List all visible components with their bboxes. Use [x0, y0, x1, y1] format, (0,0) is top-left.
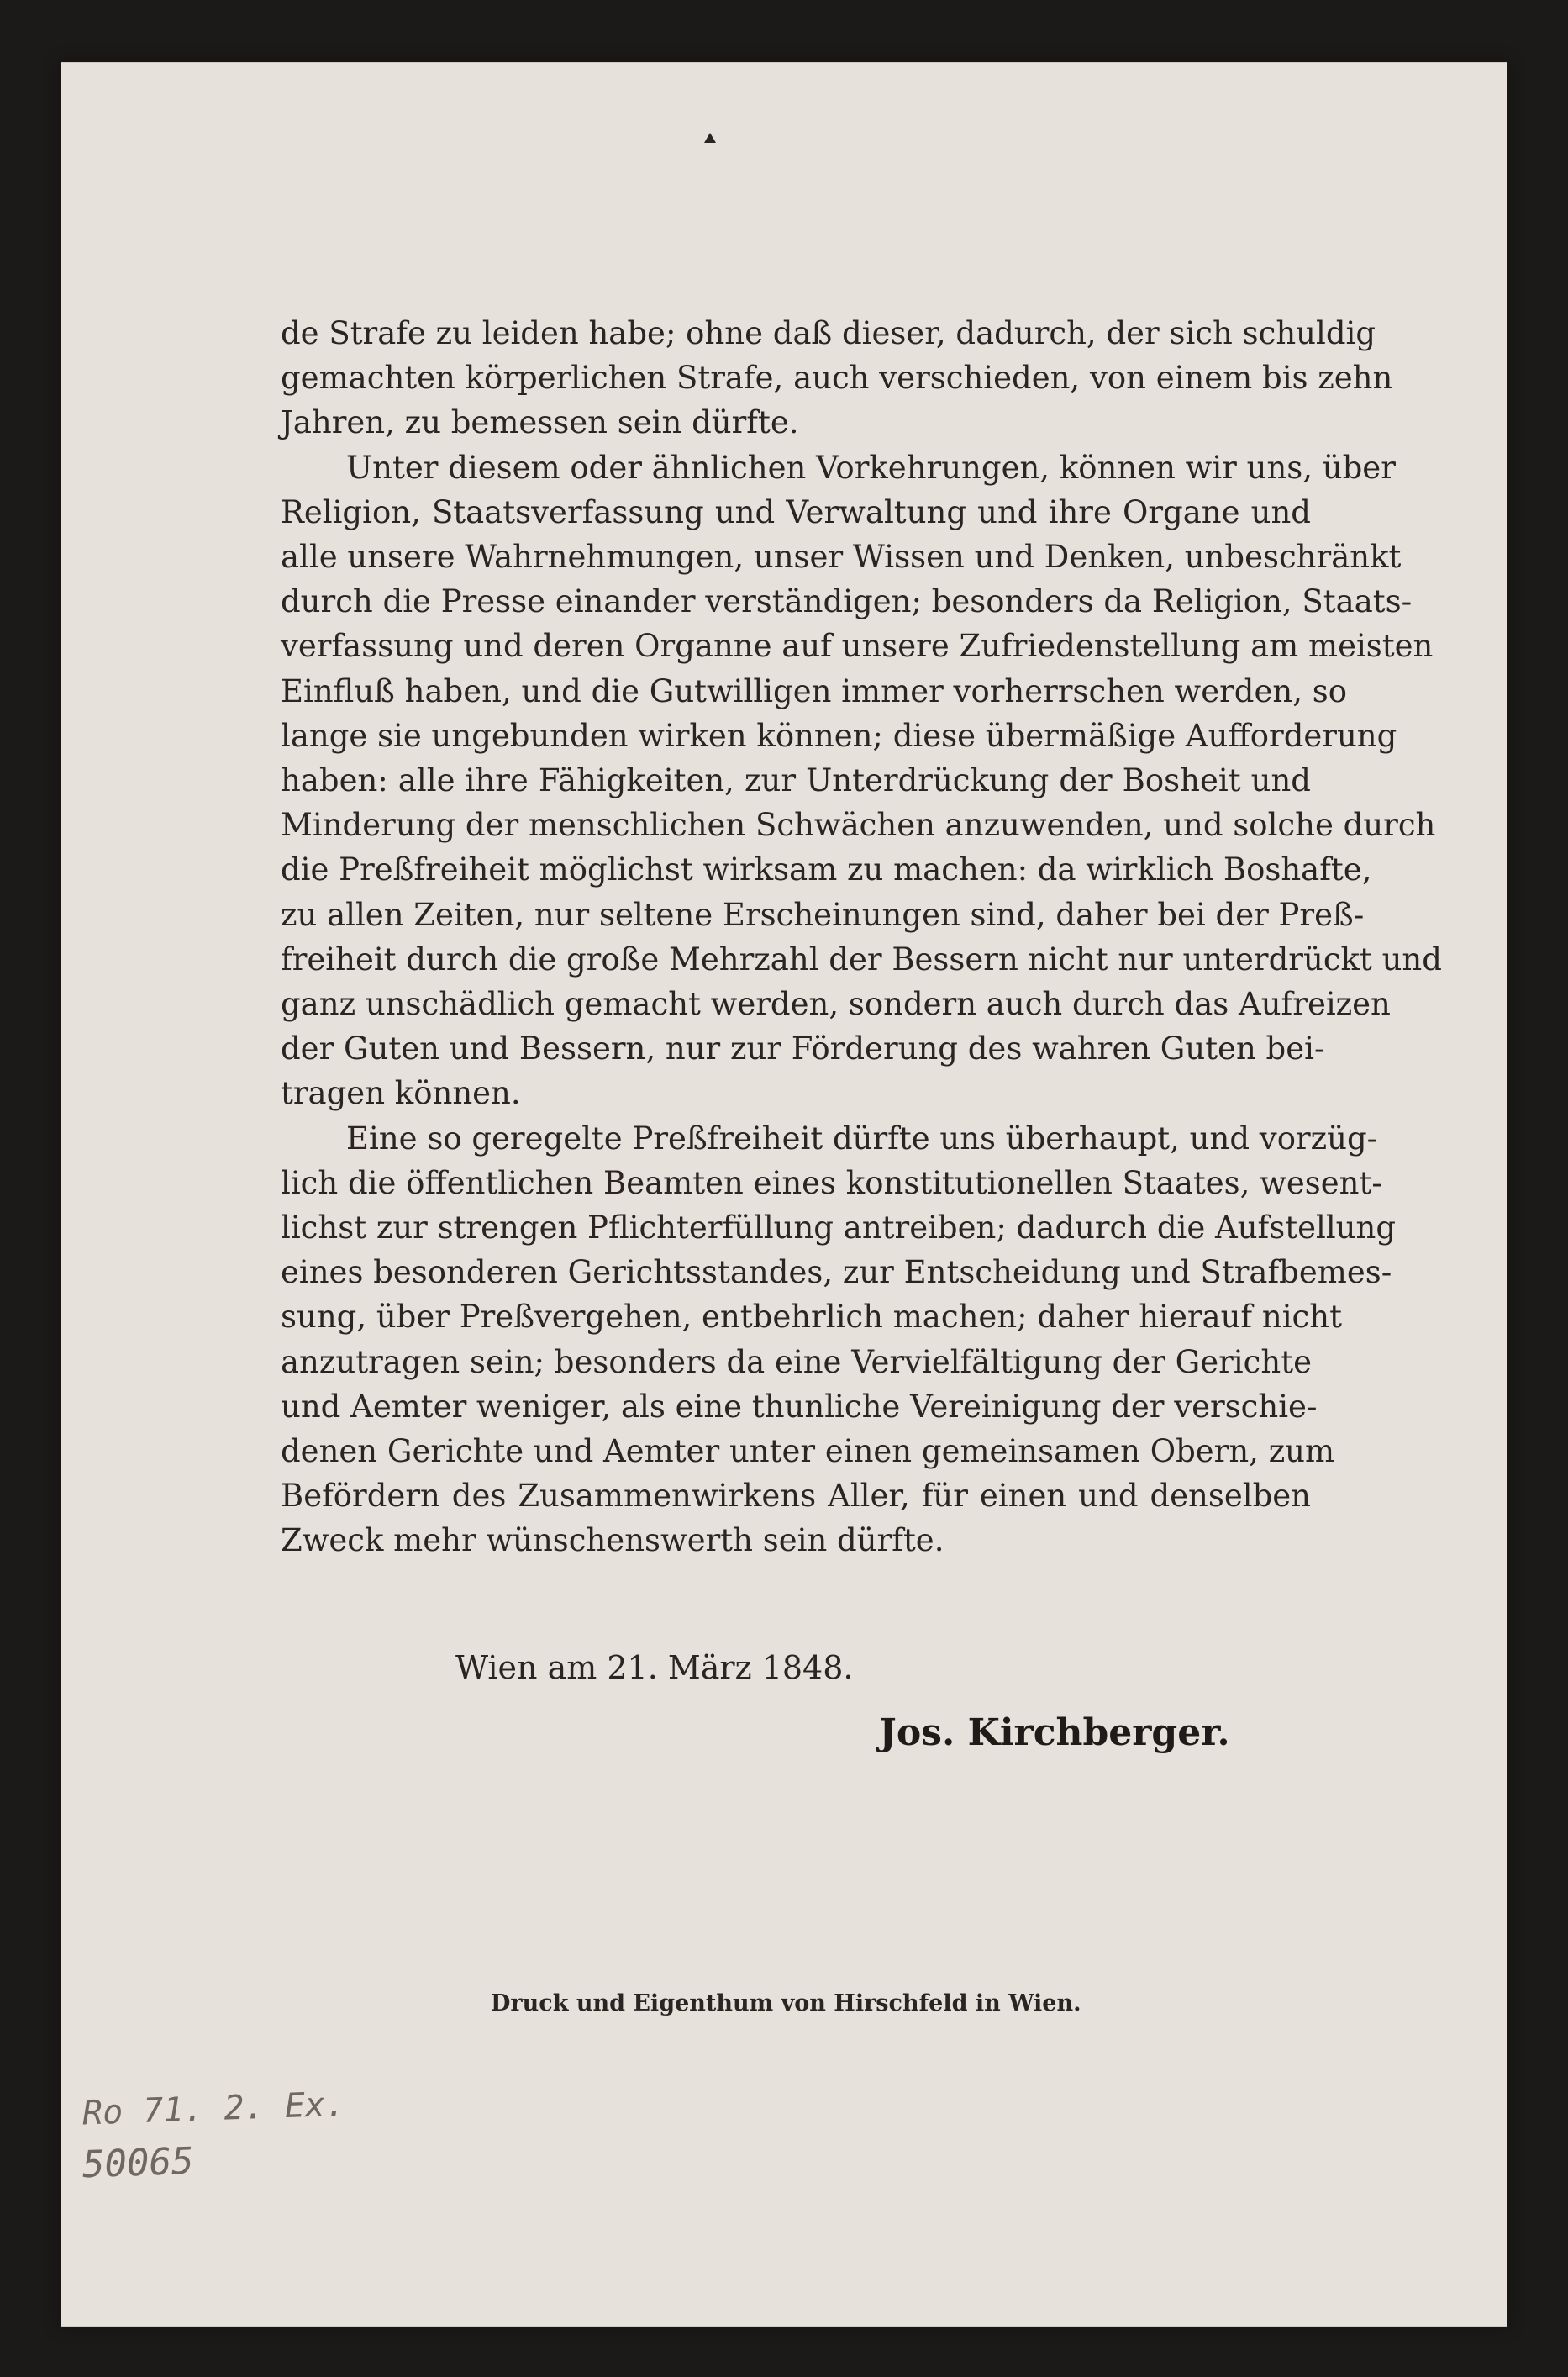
- dateline: Wien am 21. März 1848.: [455, 1649, 854, 1686]
- text-line: der Guten und Bessern, nur zur Förderung des wahren Guten bei-: [281, 1030, 1325, 1067]
- text-line: tragen können.: [281, 1075, 521, 1112]
- text-line: Eine so geregelte Preßfreiheit dürfte uns überhaupt, und vorzüg-: [346, 1120, 1378, 1157]
- document-page: [61, 62, 1507, 2327]
- text-line: verfassung und deren Organne auf unsere Zufriedenstellung am meisten: [281, 628, 1434, 665]
- page-marker-icon: [704, 133, 716, 143]
- signature: Jos. Kirchberger.: [879, 1711, 1230, 1754]
- body-text: [281, 311, 1442, 1563]
- text-line: Unter diesem oder ähnlichen Vorkehrungen, können wir uns, über: [346, 449, 1396, 486]
- text-line: denen Gerichte und Aemter unter einen gemeinsamen Obern, zum: [281, 1433, 1335, 1470]
- handwritten-inventory-number: 50065: [82, 2139, 195, 2187]
- text-line: zu allen Zeiten, nur seltene Erscheinungen sind, daher bei der Preß-: [281, 896, 1365, 933]
- text-line: gemachten körperlichen Strafe, auch verschieden, von einem bis zehn: [281, 360, 1393, 397]
- text-line: die Preßfreiheit möglichst wirksam zu machen: da wirklich Boshafte,: [281, 851, 1372, 888]
- text-line: Einfluß haben, und die Gutwilligen immer vorherrschen werden, so: [281, 672, 1347, 709]
- text-line: freiheit durch die große Mehrzahl der Bessern nicht nur unterdrückt und: [281, 941, 1442, 978]
- text-line: lange sie ungebunden wirken können; diese übermäßige Aufforderung: [281, 717, 1397, 754]
- text-line: anzutragen sein; besonders da eine Vervielfältigung der Gerichte: [281, 1343, 1312, 1380]
- text-line: sung, über Preßvergehen, entbehrlich machen; daher hierauf nicht: [281, 1299, 1342, 1336]
- text-line: Jahren, zu bemessen sein dürfte.: [281, 404, 799, 441]
- text-line: lichst zur strengen Pflichterfüllung antreiben; dadurch die Aufstellung: [281, 1210, 1397, 1246]
- text-line: Religion, Staatsverfassung und Verwaltung und ihre Organe und: [281, 493, 1311, 530]
- text-line: ganz unschädlich gemacht werden, sondern auch durch das Aufreizen: [281, 986, 1391, 1023]
- text-line: alle unsere Wahrnehmungen, unser Wissen und Denken, unbeschränkt: [281, 539, 1402, 576]
- handwritten-shelfmark: Ro 71. 2. Ex.: [82, 2084, 346, 2133]
- text-line: eines besonderen Gerichtsstandes, zur Entscheidung und Strafbemes-: [281, 1254, 1392, 1291]
- text-line: lich die öffentlichen Beamten eines konstitutionellen Staates, wesent-: [281, 1164, 1382, 1201]
- text-line: haben: alle ihre Fähigkeiten, zur Unterdrückung der Bosheit und: [281, 762, 1311, 799]
- text-line: Befördern des Zusammenwirkens Aller, für einen und denselben: [281, 1478, 1311, 1515]
- text-line: Minderung der menschlichen Schwächen anzuwenden, und solche durch: [281, 807, 1436, 844]
- text-line: Zweck mehr wünschenswerth sein dürfte.: [281, 1522, 944, 1559]
- text-line: durch die Presse einander verständigen; besonders da Religion, Staats-: [281, 583, 1413, 620]
- text-line: und Aemter weniger, als eine thunliche Vereinigung der verschie-: [281, 1388, 1318, 1425]
- printer-imprint: Druck und Eigenthum von Hirschfeld in Wien.: [491, 1990, 1081, 2016]
- text-line: de Strafe zu leiden habe; ohne daß dieser, dadurch, der sich schuldig: [281, 315, 1376, 351]
